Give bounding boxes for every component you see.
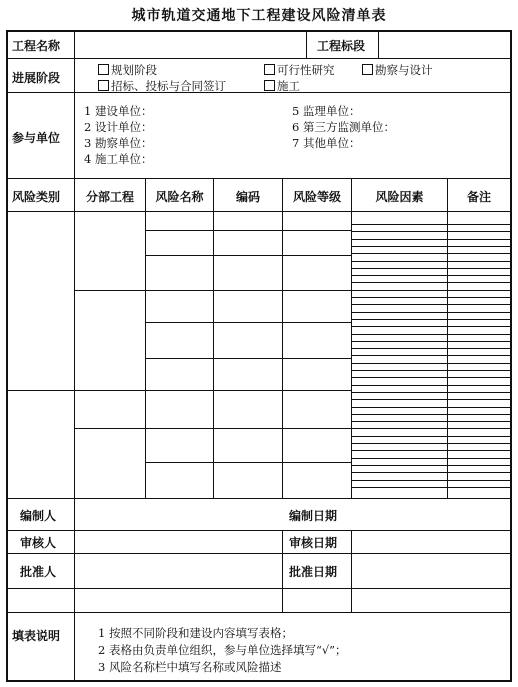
table-border-right [510, 30, 512, 682]
risk-row-line-6 [145, 390, 352, 391]
stage-option-feasibility[interactable] [264, 62, 335, 78]
factor-rule-line [351, 385, 511, 386]
row-line-4 [6, 211, 512, 212]
factor-rule-line [351, 231, 511, 232]
review-date-label: 审核日期 [289, 536, 338, 550]
factor-rule-line [351, 268, 511, 269]
factor-rule-line [351, 348, 511, 349]
risk-row-line-4 [145, 322, 352, 323]
table-border-bottom [6, 680, 512, 682]
checkbox[interactable] [264, 64, 275, 75]
factor-rule-line [351, 370, 511, 371]
unit-survey: 3 勘察单位： [84, 136, 153, 150]
factor-rule-line [351, 377, 511, 378]
factor-rule-line [351, 239, 511, 240]
col-header-risk-name: 风险名称 [155, 190, 204, 204]
signoff-divider-a [282, 530, 283, 612]
stage-option-bidding-contract[interactable] [98, 78, 226, 94]
risk-row-line-3 [145, 290, 352, 291]
factor-rule-line [351, 399, 511, 400]
section-divider-b [378, 30, 379, 58]
unit-supervision: 5 监理单位： [292, 104, 361, 118]
unit-construction-owner: 1 建设单位： [84, 104, 153, 118]
checkbox[interactable] [264, 80, 275, 91]
factor-rule-line [351, 436, 511, 437]
factor-rule-line [351, 341, 511, 342]
project-section-label: 工程标段 [317, 39, 366, 53]
instruction-note-3: 3 风险名称栏中填写名称或风险描述 [98, 660, 282, 674]
unit-other: 7 其他单位： [292, 136, 361, 150]
risk-row-line-7 [145, 428, 352, 429]
factor-rule-line [351, 304, 511, 305]
reviewer-label: 审核人 [20, 536, 57, 550]
progress-stage-label: 进展阶段 [12, 71, 61, 85]
factor-rule-line [351, 465, 511, 466]
row-line-2 [6, 92, 512, 93]
factor-rule-line [351, 261, 511, 262]
factor-rule-line [351, 282, 511, 283]
risk-list-table [6, 30, 512, 682]
stage-option-label: 可行性研究 [277, 63, 335, 77]
compiler-label: 编制人 [20, 509, 57, 523]
factor-rule-line [351, 253, 511, 254]
grid-col-line-3 [282, 178, 283, 498]
factor-rule-line [351, 480, 511, 481]
risk-category-label: 风险类别 [12, 190, 61, 204]
factor-rule-line [351, 224, 511, 225]
unit-design: 2 设计单位： [84, 120, 153, 134]
subproject-line-3 [74, 428, 146, 429]
stage-option-label: 施工 [277, 79, 300, 93]
signoff-divider-b [351, 530, 352, 612]
page-title: 城市轨道交通地下工程建设风险清单表 [131, 8, 387, 24]
instructions-label: 填表说明 [12, 629, 61, 643]
instruction-note-1: 1 按照不同阶段和建设内容填写表格； [98, 626, 293, 640]
checkbox[interactable] [98, 64, 109, 75]
factor-rule-line [351, 428, 511, 429]
factor-rule-line [351, 355, 511, 356]
factor-rule-line [351, 450, 511, 451]
unit-contractor: 4 施工单位： [84, 152, 153, 166]
checkbox[interactable] [98, 80, 109, 91]
stage-option-label: 勘察与设计 [375, 63, 433, 77]
subproject-line-1 [74, 290, 146, 291]
factor-rule-line [351, 334, 511, 335]
factor-rule-line [351, 363, 511, 364]
factor-rule-line [351, 421, 511, 422]
row-line-6 [6, 530, 512, 531]
factor-rule-line [351, 392, 511, 393]
risk-row-line-8 [145, 462, 352, 463]
factor-rule-line [351, 246, 511, 247]
row-line-3 [6, 178, 512, 179]
row-line-9 [6, 612, 512, 613]
factor-rule-line [351, 443, 511, 444]
stage-option-label: 招标、投标与合同签订 [111, 79, 226, 93]
factor-rule-line [351, 319, 511, 320]
stage-option-label: 规划阶段 [111, 63, 157, 77]
factor-rule-line [351, 312, 511, 313]
approve-date-label: 批准日期 [289, 565, 338, 579]
factor-rule-line [351, 407, 511, 408]
table-border-left [6, 30, 8, 682]
subproject-line-2 [74, 390, 146, 391]
approver-label: 批准人 [20, 565, 57, 579]
factor-rule-line [351, 472, 511, 473]
stage-option-survey-design[interactable] [362, 62, 433, 78]
stage-option-planning[interactable] [98, 62, 157, 78]
risk-row-line-2 [145, 255, 352, 256]
row-line-5 [6, 498, 512, 499]
col-header-risk-factors: 风险因素 [375, 190, 424, 204]
compile-date-label: 编制日期 [289, 509, 338, 523]
unit-third-party-monitoring: 6 第三方监测单位： [292, 120, 395, 134]
table-border-top [6, 30, 512, 32]
category-split-line [6, 390, 75, 391]
stage-option-construction[interactable] [264, 78, 300, 94]
factor-rule-line [351, 458, 511, 459]
factor-rule-line [351, 487, 511, 488]
participants-label: 参与单位 [12, 131, 61, 145]
row-line-1 [6, 58, 512, 59]
risk-row-line-1 [145, 230, 352, 231]
grid-col-line-1 [145, 178, 146, 498]
grid-col-line-2 [213, 178, 214, 498]
label-column-line [74, 30, 75, 682]
factor-rule-line [351, 297, 511, 298]
factor-rule-line [351, 290, 511, 291]
col-header-remarks: 备注 [466, 190, 491, 204]
factor-rule-line [351, 275, 511, 276]
factor-rule-line [351, 414, 511, 415]
checkbox[interactable] [362, 64, 373, 75]
risk-row-line-5 [145, 358, 352, 359]
project-name-label: 工程名称 [12, 39, 61, 53]
instruction-note-2: 2 表格由负责单位组织，参与单位选择填写“√”； [98, 643, 347, 657]
factor-rule-line [351, 326, 511, 327]
col-header-code: 编码 [235, 190, 260, 204]
row-line-8 [6, 588, 512, 589]
col-header-risk-level: 风险等级 [292, 190, 341, 204]
row-line-7 [6, 553, 512, 554]
col-header-subproject: 分部工程 [85, 190, 134, 204]
section-divider-a [306, 30, 307, 58]
